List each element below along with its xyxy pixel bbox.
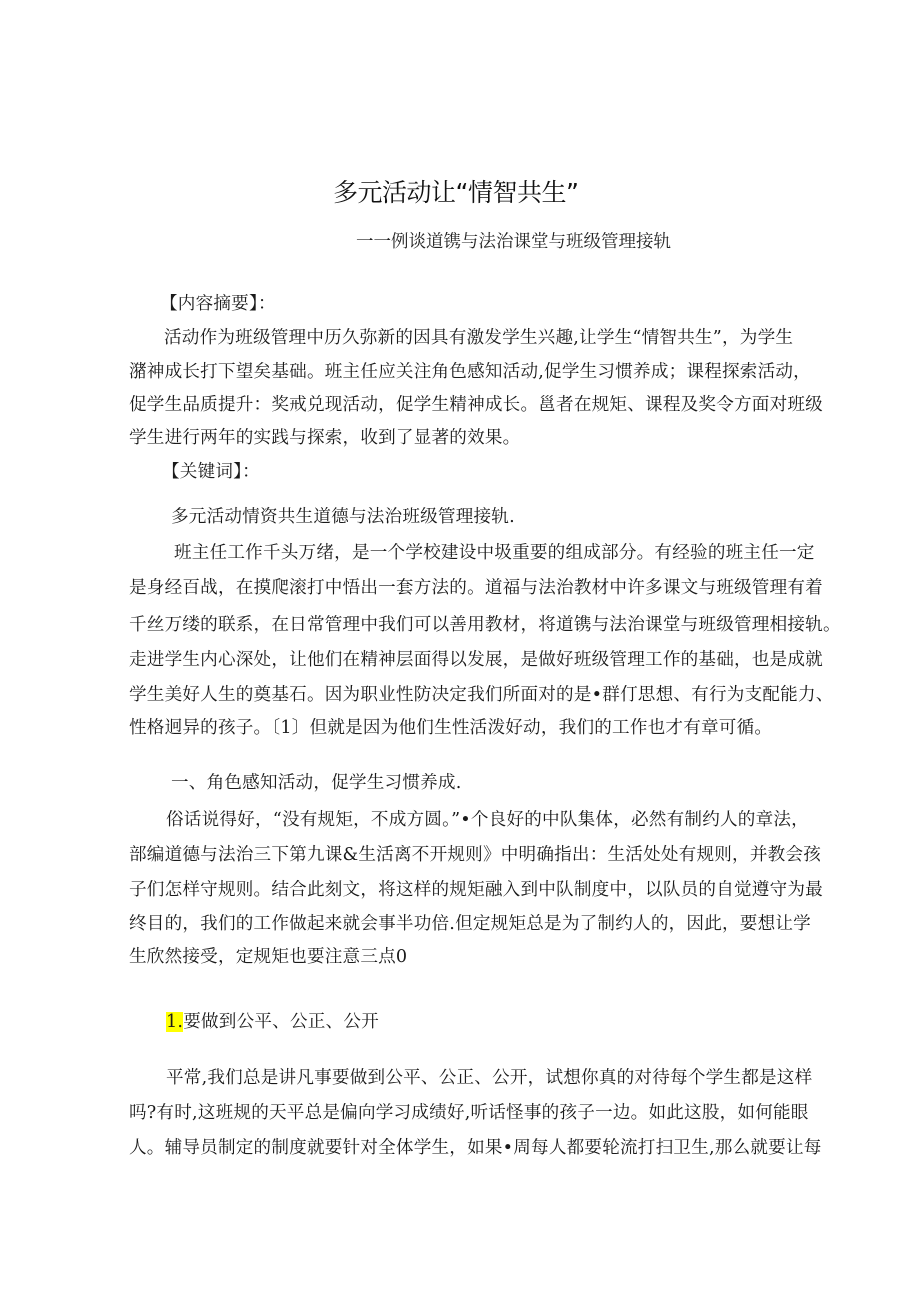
document-title: 多元活动让“情智共生” — [333, 178, 579, 207]
abstract-line: 潴神成长打下望矣基础。班主任应关注角色感知活动,促学生习惯养成；课程探索活动， — [129, 362, 811, 382]
subsection-title: 要做到公平、公正、公开 — [183, 1012, 379, 1032]
abstract-line: 活动作为班级管理中历久弥新的因具有激发学生兴趣,让学生“情智共生”，为学生 — [164, 328, 794, 348]
intro-line: 千丝万缕的联系，在日常管理中我们可以善用教材，将道镌与法治课堂与班级管理相接轨。 — [129, 615, 841, 635]
subsection-number-highlight: 1. — [166, 1012, 184, 1032]
section-line: 生欣然接受，定规矩也要注意三点0 — [129, 947, 408, 967]
section-line: 俗话说得好，“没有规矩，不成方圆。”•个良好的中队集体，必然有制约人的章法， — [166, 810, 809, 830]
subsection-line: 吗?有时,这班规的天平总是偏向学习成绩好,听话怪事的孩子一边。如此这股，如何能眼 — [129, 1103, 809, 1123]
keywords-heading: 【关键词】： — [162, 462, 260, 482]
section-line: 终目的，我们的工作做起来就会事半功倍.但定规矩总是为了制约人的，因此，要想让学 — [129, 914, 811, 934]
intro-line: 班主任工作千头万绪，是一个学校建设中圾重要的组成部分。有经验的班主任一定 — [174, 543, 815, 563]
subsection-heading — [166, 1011, 379, 1033]
abstract-line: 学生进行两年的实践与探索，收到了显著的效果。 — [129, 428, 521, 448]
section-line: 部编道德与法治三下第九课&生活离不开规则》中明确指出：生活处处有规则，并教会孩 — [129, 845, 822, 865]
subsection-line: 人。辅导员制定的制度就要针对全体学生，如果•周每人都要轮流打扫卫生,那么就要让每 — [129, 1138, 822, 1158]
intro-line: 性格迥异的孩子。〔1〕但就是因为他们生性活泼好动，我们的工作也才有章可循。 — [129, 718, 773, 738]
intro-line: 是身经百战，在摸爬滚打中悟出一套方法的。道福与法治教材中许多课文与班级管理有着 — [129, 578, 823, 598]
section-line: 子们怎样守规则。结合此刻文，将这样的规矩融入到中队制度中，以队员的自觉遵守为最 — [129, 880, 823, 900]
subsection-line: 平常,我们总是讲凡事要做到公平、公正、公开，试想你真的对待每个学生都是这样 — [166, 1068, 813, 1088]
intro-line: 走进学生内心深处，让他们在精神层面得以发展，是做好班级管理工作的基础，也是成就 — [129, 650, 823, 670]
abstract-heading: 【内容摘要】： — [160, 294, 276, 314]
document-subtitle: 一一例谈道镌与法治课堂与班级管理接轨 — [356, 232, 671, 252]
section-heading: 一、角色感知活动，促学生习惯养成. — [171, 773, 462, 793]
intro-line: 学生美好人生的奠基石。因为职业性防决定我们所面对的是•群仃思想、有行为支配能力、 — [129, 685, 834, 705]
keywords-line: 多元活动情资共生道德与法治班级管理接轨. — [171, 507, 515, 527]
abstract-line: 促学生品质提升：奖戒兑现活动，促学生精神成长。邕者在规矩、课程及奖令方面对班级 — [129, 395, 823, 415]
